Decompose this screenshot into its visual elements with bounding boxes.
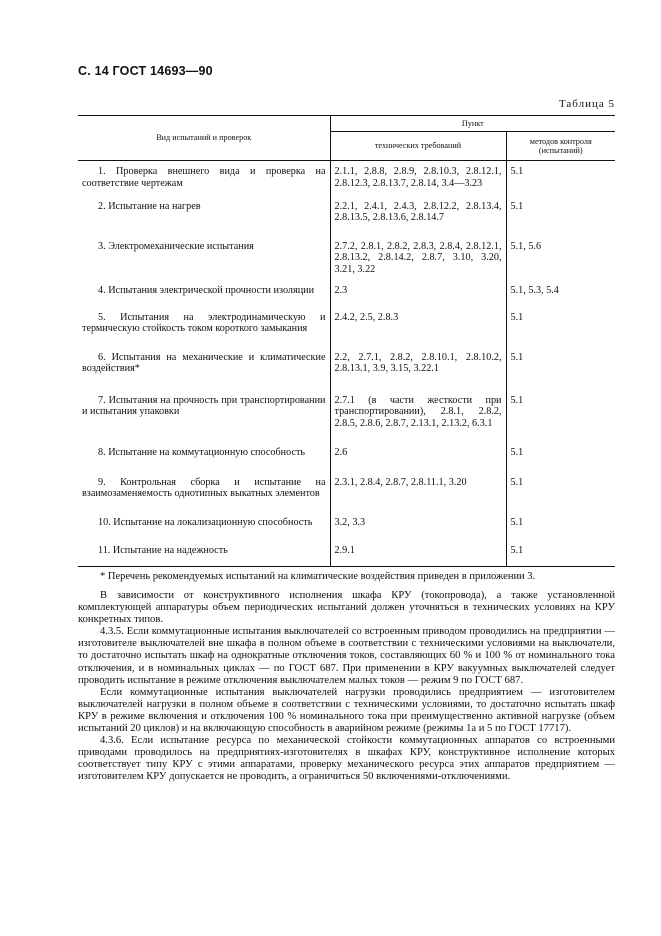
- table-footnote: * Перечень рекомендуемых испытаний на климатические воздействия приведен в приложении 3.: [100, 571, 536, 582]
- table-row: [78, 241, 615, 285]
- row-tech-refs: 2.6: [330, 447, 506, 477]
- row-method-refs: 5.1: [510, 476, 524, 488]
- row-tech-refs: 2.2.1, 2.4.1, 2.4.3, 2.8.12.2, 2.8.13.4, 2.8.13.5, 2.8.13.6, 2.8.14.7: [330, 201, 506, 241]
- row-name: 2. Испытание на нагрев: [78, 201, 330, 241]
- column-header-tech: технических требований: [330, 132, 506, 161]
- row-method-refs: 5.1: [510, 446, 524, 458]
- row-name: 11. Испытание на надежность: [78, 545, 330, 567]
- row-tech-refs: 2.7.2, 2.8.1, 2.8.2, 2.8.3, 2.8.4, 2.8.12.1, 2.8.13.2, 2.8.14.2, 2.8.7, 3.10, 3.20, 3.21, 3.22: [330, 241, 506, 285]
- row-tech-refs: 2.2, 2.7.1, 2.8.2, 2.8.10.1, 2.8.10.2, 2.8.13.1, 3.9, 3.15, 3.22.1: [330, 352, 506, 395]
- row-tech-refs: 2.9.1: [330, 545, 506, 567]
- paragraph: 4.3.6. Если испытание ресурса по механической стойкости коммутационных аппаратов со встроенными приводами проводилось на предприятиях-изготовителях в шкафах КРУ, конструктивное исполнение которых соответствует типу КРУ с этими аппаратами, проверку механического ресурса этих аппаратов предприятием — изготовителем КРУ допускается не проводить, а ограничиться 50 включениями-отключениями.: [78, 735, 615, 783]
- column-header-vid: Вид испытаний и проверок: [78, 116, 330, 161]
- row-method-refs: 5.1, 5.6: [510, 240, 542, 252]
- table-label: Таблица 5: [558, 98, 615, 110]
- row-method-refs: 5.1: [510, 394, 524, 406]
- row-tech-refs: 2.3.1, 2.8.4, 2.8.7, 2.8.11.1, 3.20: [330, 477, 506, 517]
- table-row: [78, 545, 615, 567]
- table-row: [78, 395, 615, 447]
- row-method-refs: 5.1: [510, 516, 524, 528]
- table-row: [78, 285, 615, 312]
- table-row: [78, 161, 615, 201]
- row-tech-refs: 2.4.2, 2.5, 2.8.3: [330, 312, 506, 352]
- table-row: [78, 517, 615, 545]
- row-tech-refs: 2.1.1, 2.8.8, 2.8.9, 2.8.10.3, 2.8.12.1, 2.8.12.3, 2.8.13.7, 2.8.14, 3.4—3.23: [330, 161, 506, 201]
- row-tech-refs: 2.7.1 (в части жесткости при транспортировании), 2.8.1, 2.8.2, 2.8.5, 2.8.6, 2.8.7, 2.13.1, 2.13.2, 6.3.1: [330, 395, 506, 447]
- row-name: 1. Проверка внешнего вида и проверка на соответствие чертежам: [78, 161, 330, 201]
- table-row: [78, 201, 615, 241]
- row-method-refs: 5.1: [510, 200, 524, 212]
- table-row: [78, 352, 615, 395]
- row-method-refs: 5.1: [510, 166, 524, 177]
- table-row: [78, 447, 615, 477]
- row-name: 5. Испытания на электродинамическую и термическую стойкость током короткого замыкания: [78, 312, 330, 352]
- paragraph: В зависимости от конструктивного исполнения шкафа КРУ (токопровода), а также установленной комплектующей аппаратуры объем периодических испытаний должен уточняться в технических условиях на КРУ конкретных типов.: [78, 590, 615, 626]
- row-method-refs: 5.1: [506, 545, 615, 567]
- row-name: 9. Контрольная сборка и испытание на взаимозаменяемость однотипных выкатных элементов: [78, 477, 330, 517]
- row-name: 3. Электромеханические испытания: [78, 241, 330, 285]
- row-method-refs: 5.1, 5.3, 5.4: [510, 284, 559, 296]
- paragraph: 4.3.5. Если коммутационные испытания выключателей со встроенным приводом проводились на предприятии — изготовителе выключателей вне шкафа в полном объеме в соответствии с техническими условиями на выключатели, то достаточно испытать шкаф на однократные отключения токов, составляющих 60 % и 100 % от номинального тока отключения, и в номинальных циклах — по ГОСТ 687. При применении в КРУ вакуумных выключателей следует проводить испытание в режиме отключения выключателем малых токов — режим 9 по ГОСТ 687.: [78, 626, 615, 686]
- row-tech-refs: 3.2, 3.3: [330, 517, 506, 545]
- table-row: [78, 312, 615, 352]
- row-method-refs: 5.1: [510, 351, 524, 363]
- row-method-refs: 5.1: [510, 311, 524, 323]
- page-header: С. 14 ГОСТ 14693—90: [78, 64, 213, 78]
- table-row: [78, 477, 615, 517]
- column-header-metod: методов контроля (испытаний): [506, 132, 615, 161]
- row-name: 10. Испытание на локализационную способность: [78, 517, 330, 545]
- row-name: 8. Испытание на коммутационную способность: [78, 447, 330, 477]
- row-tech-refs: 2.3: [330, 285, 506, 312]
- row-name: 4. Испытания электрической прочности изоляции: [78, 285, 330, 312]
- body-text: [78, 590, 615, 784]
- row-name: 7. Испытания на прочность при транспортировании и испытания упаковки: [78, 395, 330, 447]
- column-header-punkt: Пункт: [330, 116, 615, 132]
- row-name: 6. Испытания на механические и климатические воздействия*: [78, 352, 330, 395]
- test-table: [78, 115, 615, 567]
- paragraph: Если коммутационные испытания выключателей нагрузки проводились предприятием — изготовителем выключателей нагрузки в полном объеме в соответствии с техническими условиями, то достаточно испытать шкаф КРУ в режиме включения и отключения 100 % номинального тока при преимущественно активной нагрузке (объем испытаний 20 циклов) и на включающую способность в аварийном режиме (режимы 1а и 5 по ГОСТ 17717).: [78, 686, 615, 735]
